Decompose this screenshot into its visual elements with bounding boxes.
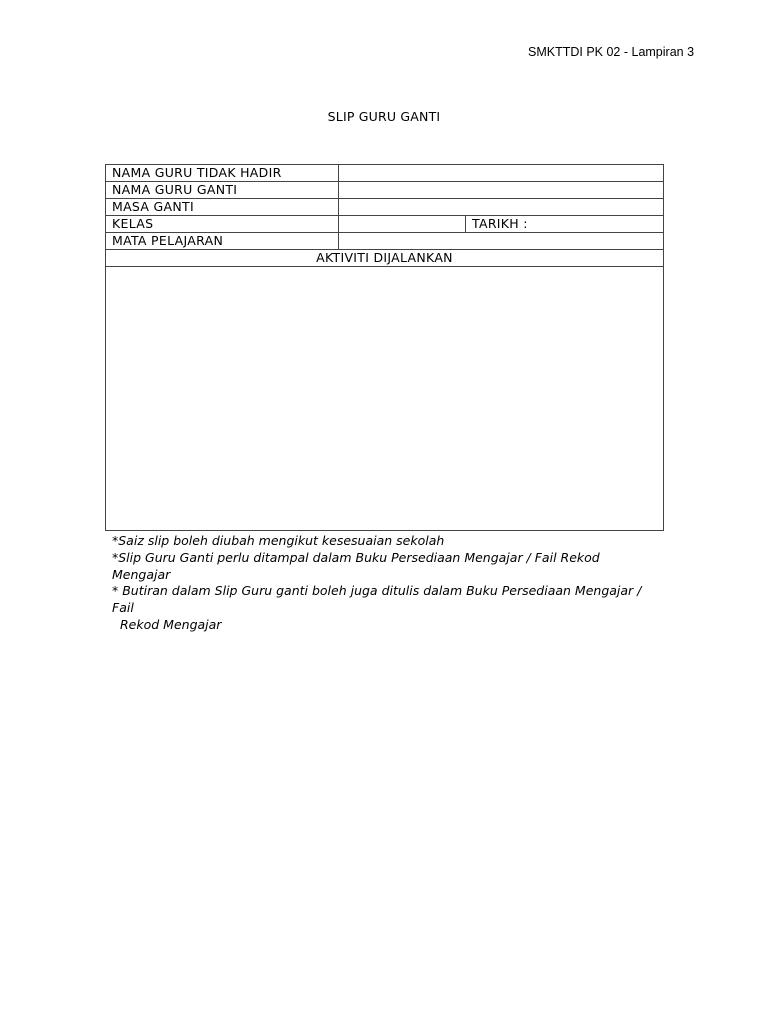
note-item: * Butiran dalam Slip Guru ganti boleh juga ditulis dalam Buku Persediaan Mengajar / Fail [112,583,642,616]
substitute-teacher-label: NAMA GURU GANTI [106,182,339,199]
page-title: SLIP GURU GANTI [327,109,441,124]
row-absent-teacher [106,165,664,182]
time-field[interactable] [339,199,664,216]
row-subject [106,233,664,250]
class-field[interactable] [339,216,466,233]
class-label: KELAS [106,216,339,233]
absent-teacher-label: NAMA GURU TIDAK HADIR [106,165,339,182]
note-item: *Slip Guru Ganti perlu ditampal dalam Buku Persediaan Mengajar / Fail Rekod Mengajar [112,549,600,582]
date-field[interactable]: TARIKH : [466,216,664,233]
row-class-date [106,216,664,233]
notes-section [112,533,652,634]
row-activity-area [106,267,664,531]
row-substitute-teacher [106,182,664,199]
note-item: Rekod Mengajar [120,616,222,632]
substitute-teacher-field[interactable] [339,182,664,199]
document-reference: SMKTTDI PK 02 - Lampiran 3 [528,45,695,59]
activity-field[interactable] [106,267,664,531]
row-activity-header [106,250,664,267]
subject-label: MATA PELAJARAN [106,233,339,250]
substitute-slip-form [105,164,664,531]
activity-header: AKTIVITI DIJALANKAN [106,250,664,267]
note-item: *Saiz slip boleh diubah mengikut kesesuaian sekolah [112,533,445,548]
subject-field[interactable] [339,233,664,250]
row-time [106,199,664,216]
absent-teacher-field[interactable] [339,165,664,182]
time-label: MASA GANTI [106,199,339,216]
